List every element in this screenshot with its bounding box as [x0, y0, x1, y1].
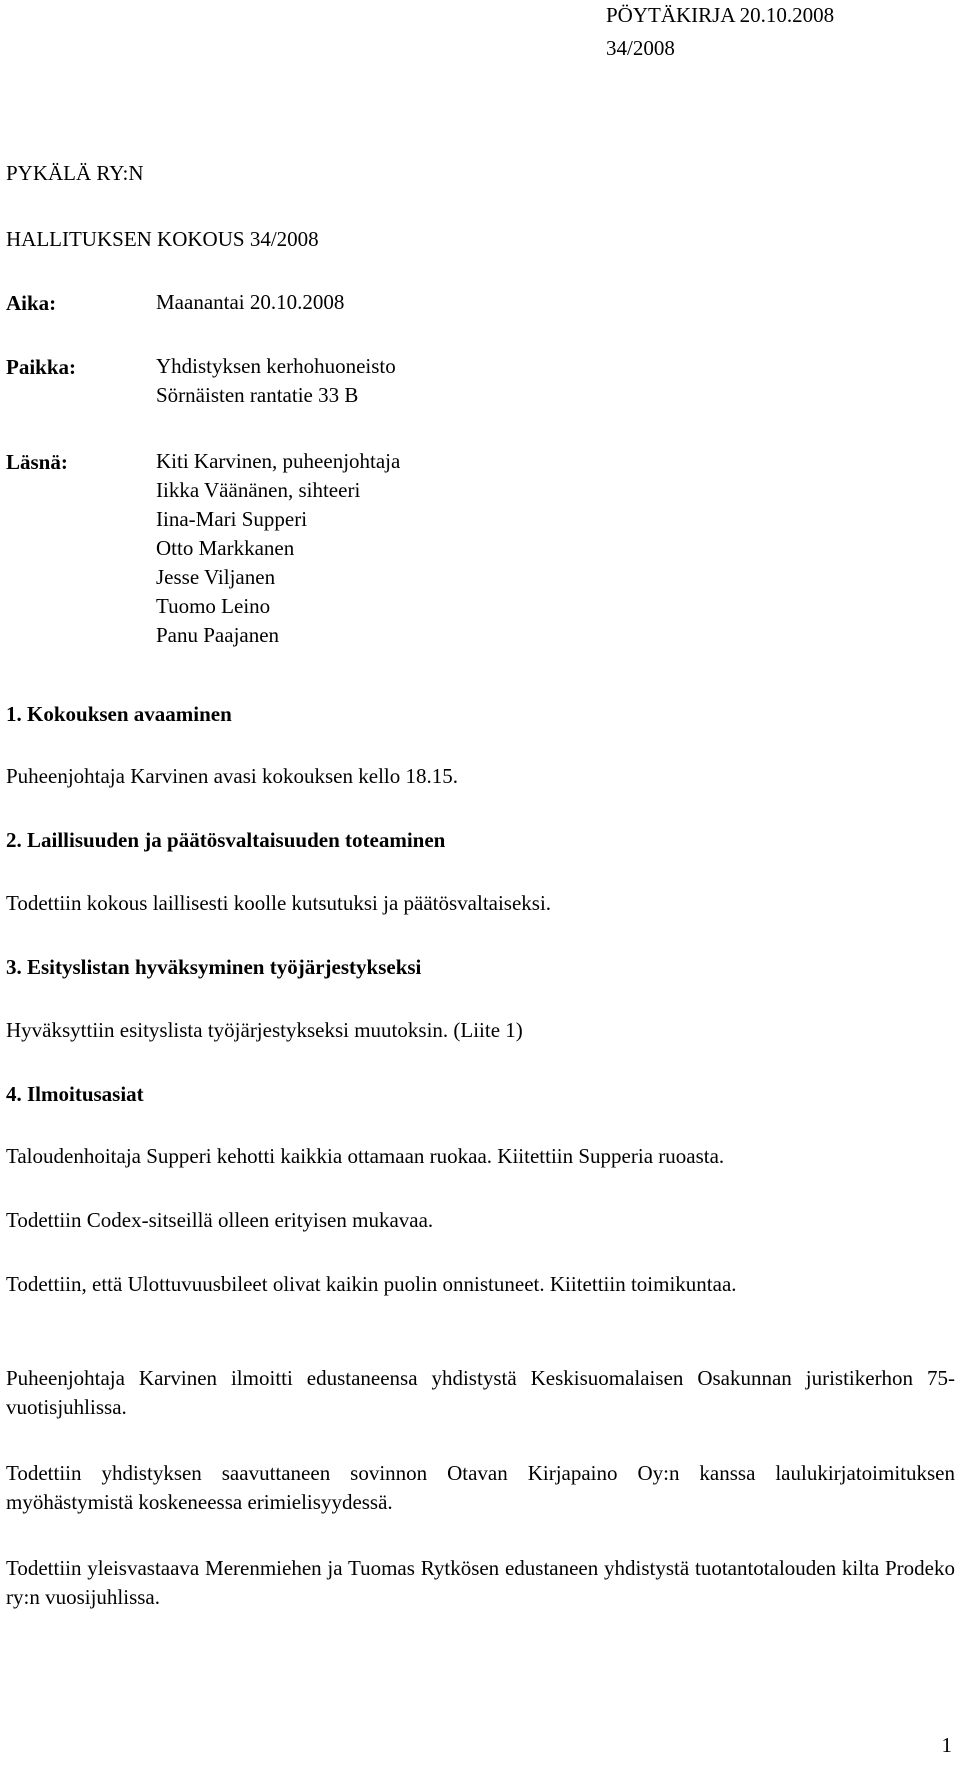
section-paragraph: Todettiin Codex-sitseillä olleen erityisen mukavaa. [6, 1208, 434, 1232]
section-title: 1. Kokouksen avaaminen [6, 702, 232, 726]
present-list [156, 447, 400, 650]
section-paragraph: Puheenjohtaja Karvinen ilmoitti edustaneensa yhdistystä Keskisuomalaisen Osakunnan juristikerhon 75-vuotisjuhlissa. [6, 1366, 955, 1419]
place-label: Paikka: [6, 355, 77, 379]
document-number: 34/2008 [606, 36, 675, 60]
meeting-title: HALLITUKSEN KOKOUS 34/2008 [6, 227, 319, 251]
section-paragraph: Todettiin yhdistyksen saavuttaneen sovinnon Otavan Kirjapaino Oy:n kanssa laulukirjatoimituksen myöhästymistä koskeneessa erimielisyydessä. [6, 1461, 955, 1514]
attendee: Kiti Karvinen, puheenjohtaja [156, 449, 401, 473]
time-value: Maanantai 20.10.2008 [156, 290, 345, 314]
place-value [156, 352, 396, 410]
section-paragraph: Todettiin kokous laillisesti koolle kutsutuksi ja päätösvaltaiseksi. [6, 891, 552, 915]
page-number: 1 [941, 1733, 952, 1757]
time-label: Aika: [6, 291, 57, 315]
attendee: Tuomo Leino [156, 594, 271, 618]
place-line: Sörnäisten rantatie 33 B [156, 383, 359, 407]
attendee: Panu Paajanen [156, 623, 280, 647]
section-paragraph: Hyväksyttiin esityslista työjärjestykseksi muutoksin. (Liite 1) [6, 1018, 523, 1042]
attendee: Iina-Mari Supperi [156, 507, 308, 531]
section-paragraph: Puheenjohtaja Karvinen avasi kokouksen kello 18.15. [6, 764, 458, 788]
attendee: Iikka Väänänen, sihteeri [156, 478, 361, 502]
section-paragraph: Todettiin, että Ulottuvuusbileet olivat kaikin puolin onnistuneet. Kiitettiin toimikuntaa. [6, 1272, 737, 1296]
present-label: Läsnä: [6, 450, 68, 474]
place-line: Yhdistyksen kerhohuoneisto [156, 354, 396, 378]
section-paragraph: Taloudenhoitaja Supperi kehotti kaikkia ottamaan ruokaa. Kiitettiin Supperia ruoasta. [6, 1144, 725, 1168]
attendee: Otto Markkanen [156, 536, 295, 560]
attendee: Jesse Viljanen [156, 565, 276, 589]
organization-name: PYKÄLÄ RY:N [6, 161, 144, 185]
section-title: 3. Esityslistan hyväksyminen työjärjestykseksi [6, 955, 422, 979]
section-paragraph: Todettiin yleisvastaava Merenmiehen ja Tuomas Rytkösen edustaneen yhdistystä tuotantotalouden kilta Prodeko ry:n vuosijuhlissa. [6, 1556, 955, 1609]
section-title: 4. Ilmoitusasiat [6, 1082, 144, 1106]
section-title: 2. Laillisuuden ja päätösvaltaisuuden toteaminen [6, 828, 446, 852]
document-type-date: PÖYTÄKIRJA 20.10.2008 [606, 3, 835, 27]
